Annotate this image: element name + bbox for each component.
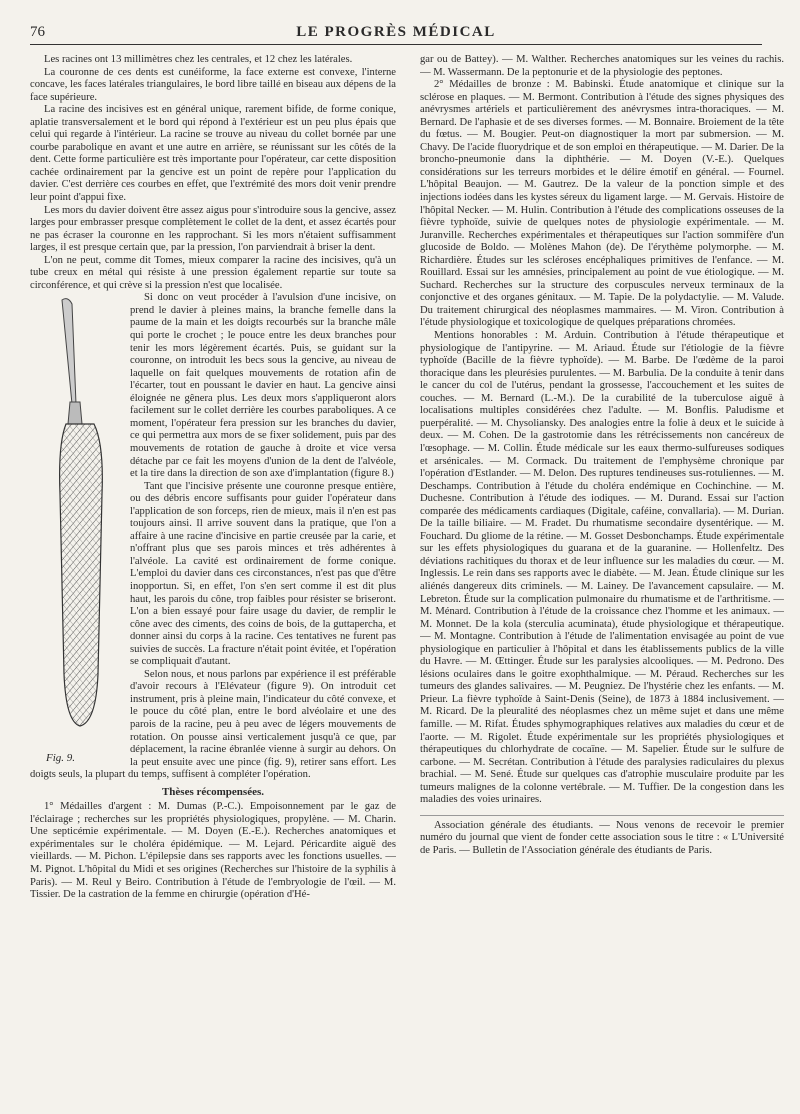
paragraph: Si donc on veut procéder à l'avulsion d'une incisive, on prend le davier à pleines mains, la branche femelle dans la paume de la main et les doigts recourbés sur la branche mâle qui porte le crochet ; le pouce entre les deux branches pour tenir les mors légèrement écartés. Puis, se guidant sur la couronne, on introduit les becs sous la gencive, au niveau de laquelle on fait quelques mouvements de rotation afin de l'écarter, tout en poussant le davier en haut. La gencive ainsi éloignée ne gênera plus. Les deux mors s'appliqueront alors facilement sur le collet derrière les courbes paraboliques. A ce moment, l'opérateur fera pression sur les branches du davier, ce qui permettra aux mors de se fixer solidement, puis par des mouvements de rotation de gauche à droite et vice versa détache par ce fait les moyens d'union de la dent de l'alvéole, et la tire dans la direction de son axe d'implantation (figure 8.) — [130, 292, 396, 480]
figure-block — [30, 292, 396, 781]
elevator-instrument-illustration — [50, 294, 112, 734]
paragraph: 2° Médailles de bronze : M. Babinski. Étude anatomique et clinique sur la sclérose en plaques. — M. Bermont. Contribution à l'étude des signes physiques des anévrysmes artériels et particulièrement des anévrysmes intra-thoraciques. — M. Bernard. De l'aphasie et de ses diverses formes. — M. Bonnaire. Broiement de la tête du fœtus. — M. Bougier. Peut-on diagnostiquer la mort par submersion. — M. Chavy. De l'acide fluorydrique et de son emploi en thérapeutique. — M. Darier. De la broncho-pneumonie dans la diphthérie. — M. Doyen (V.-E.). Quelques considérations sur les terreurs morbides et le délire émotif en général. — Fournel. L'hôpital Beaujon. — M. Gautrez. De la valeur de la ponction simple et des injections iodées dans les kystes séreux du ligament large. — M. Gervais. Histoire de l'hôpital Necker. — M. Hulin. Contribution à l'étude des complications osseuses de la fièvre typhoïde, suivie de quelques notes de physiologie expérimentale. — M. Juranville. Recherches expérimentales et thérapeutiques sur l'action sommifère d'un glucoside de Boldo. — Molènes Mahon (de). De l'érythème polymorphe. — M. Richardière. Études sur les scléroses encéphaliques primitives de l'enfance. — M. Rouillard. Essai sur les amnésies, principalement au point de vue étiologique. — M. Suchard. Recherches sur la structure des corpuscules nerveux terminaux de la conjonctive et des organes génitaux. — M. Tapie. De la polydactylie. — M. Valude. Du traitement chirurgical des néoplasmes mammaires. — M. Viron. Contribution à l'étude physiologique et toxicologique de quelques préparations chromées. — [420, 79, 784, 329]
page-number: 76 — [30, 24, 45, 40]
paragraph: Selon nous, et nous parlons par expérience il est préférable d'avoir recours à l'Elévateur (figure 9). On introduit cet instrument, pris à pleine main, l'indicateur du côté convexe, et le pouce du côté plan, entre le bord alvéolaire et une des parois de la racine, peu à peu avec de légers mouvements de rotation. On pousse ainsi verticalement jusqu'à ce que, par déplacement, la racine ébranlée vienne à surgir au dehors. On la peut ensuite avec une pince (fig. 9), retirer sans effort. Les doigts seuls, la plupart du temps, suffisent à compléter l'opération. — [30, 668, 396, 781]
section-heading: Thèses récompensées. — [161, 785, 265, 798]
paragraph: Tant que l'incisive présente une couronne presque entière, ou des débris encore suffisants pour guider l'opérateur dans l'application de son forceps, rien de mieux, mais il n'en est pas toujours ainsi. Il arrive souvent dans la pratique, que l'on a affaire à une racine d'incisive en partie creusée par la carie, et n'offrant plus que ses parois minces et très adhérentes à l'alvéole. La cavité est ordinairement de forme conique. L'emploi du davier dans ces circonstances, n'est pas que d'être inopportun. Si, en effet, l'on s'en sert comme il est dit plus haut, les parois du cône, trop faibles pour résister se briseront. L'on a bien essayé pour faire usage du davier, de remplir le cône avec des ciments, des coins de bois, de la guttapercha, et donner ainsi du corps à la racine. Ces tentatives ne furent pas suivies de succès. La fracture n'était point évitée, et l'opération se compliquait d'autant. — [130, 480, 396, 668]
paragraph: Mentions honorables : M. Arduin. Contribution à l'étude thérapeutique et physiologique de l'antipyrine. — M. Ariaud. Étude sur l'étiologie de la fièvre typhoïde (Bacille de la fièvre typhoïde). — M. Barbe. De l'œdème de la paroi thoracique dans les pleurésies purulentes. — M. Barbulia. De la conduite à tenir dans le cancer du col de l'utérus, pendant la grossesse, l'accouchement et les suites de couches. — M. Bernard (L.-M.). De la curabilité de la tuberculose aiguë à localisations multiples considérées chez l'adulte. — M. Bonflis. Paludisme et puerpéralité. — M. Chysoliansky. Des analogies entre la folie à deux et le suicide à deux. — M. Cohen. De la gastrotomie dans les rétrécissements non cancéreux de l'œsophage. — M. Collin. Étude médicale sur les eaux thermo-sulfureuses sodiques et arsénicales. — M. Cormack. Du traitement de l'emphysème chronique par l'opération d'Estlander. — M. Delon. Des ruptures tendineuses sus-rotuliennes. — M. Deschamps. Contribution à l'étude du choléra endémique en Cochinchine. — M. Duchesne. Contribution à l'étude des iodiques. — M. Durand. Essai sur l'action comparée des médicaments cardiaques (Digitale, caféine, convallaria). — M. Durian. De la taille biliaire. — M. Fradet. Du rhumatisme secondaire dysentérique. — M. Fouchard. Du gliome de la rétine. — M. Gosset Desbonchamps. Étude expérimentale sur les effets physiologiques du guarana et de la guaranine. — Hollenfeltz. Des déviations rachitiques du thorax et de leur influence sur les maladies du cœur. — M. Inglessis. Le rein dans ses rapports avec le diabète. — M. Jean. Étude clinique sur les aliénés dangereux dits criminels. — M. Lainey. De l'avancement capsulaire. — M. Lebreton. Étude sur la complication pulmonaire du rhumatisme et de l'arthritisme. — M. Ménard. Contribution à l'étude de la croissance chez l'homme et les animaux. — M. Monnet. De la kola (sterculia acuminata), étude physiologique et thérapeutique. — M. Montagne. Contribution à l'étude de l'alimentation envisagée au point de vue physiologique en particulier à l'hôpital et dans les établissements publics de la ville du Havre. — M. Œttinger. Étude sur les paralysies alcooliques. — M. Pedrono. Des lésions oculaires dans le goitre exophthalmique. — M. Péraud. Recherches sur les tumeurs des glandes salivaires. — M. Peugniez. De l'hystérie chez les enfants. — M. Prieur. La fièvre typhoïde à Saint-Denis (Seine), de 1873 à 1884 inclusivement. — M. Ricard. De la pleuralité des néoplasmes chez un même sujet et dans une même famille. — M. Rifat. Études sphymographiques relatives aux maladies du cœur et de l'aorte. — M. Rigolet. Étude expérimentale sur les propriétés physiologiques et thérapeutiques du chlorhydrate de cocaïne. — M. Sapelier. Étude sur le sulfure de carbone. — M. Secrétan. Contribution à l'étude des paralysies radiculaires du plexus brachial. — M. Sené. Étude sur quelques cas d'atrophie musculaire produite par les tumeurs malignes de la colonne vertébrale. — M. Tuffier. De la congestion dans les maladies des voies urinaires. — [420, 330, 784, 806]
paragraph: Les racines ont 13 millimètres chez les centrales, et 12 chez les latérales. — [44, 54, 353, 65]
left-column — [30, 54, 396, 1094]
paragraph: La racine des incisives est en général unique, rarement bifide, de forme conique, aplatie transversalement et le bord qui répond à l'extérieur est un peu plus épais que celui qui regarde à l'intérieur. La racine se trouve au niveau du collet bornée par une courbe parabolique en avant et une autre en arrière, se réunissant sur les côtés de la dent. Cette forme particulière est très importante pour l'opérateur, car cette disposition cachée ordinairement par la gencive est un point de repère pour l'application du davier. C'est derrière ces courbes en effet, que l'extrémité des mors doit venir prendre leur point d'appui fixe. — [30, 104, 396, 204]
page-header — [30, 22, 762, 45]
journal-title: LE PROGRÈS MÉDICAL — [296, 24, 496, 40]
paragraph: gar ou de Battey). — M. Walther. Recherches anatomiques sur les veines du rachis. — M. Wassermann. De la peptonurie et de la physiologie des peptones. — [420, 54, 784, 78]
figure-caption: Fig. 9. — [46, 751, 76, 764]
right-column — [420, 54, 784, 1054]
paragraph: La couronne de ces dents est cunéiforme, la face externe est convexe, l'interne concave, les faces latérales triangulaires, le bord libre taillé en biseau aux dépens de la face supérieure. — [30, 66, 396, 103]
elevator-figure — [30, 294, 122, 764]
paragraph: 1° Médailles d'argent : M. Dumas (P.-C.). Empoisonnement par le gaz de l'éclairage ; recherches sur les propriétés physiologiques, propylène. — M. Charin. Une septicémie expérimentale. — M. Doyen (E.-E.). Recherches anatomiques et expérimentales sur le choléra épidémique. — M. Lejard. Péricardite aiguë des vieillards. — M. Pichon. L'épilepsie dans ses rapports avec les fonctions usuelles. — M. Pignot. L'hôpital du Midi et ses origines (Recherches sur l'histoire de la syphilis à Paris). — M. Reul y Beiro. Contribution à l'étude de l'embryologie de l'œil. — M. Tissier. De la castration de la femme en chirurgie (opération d'Hé- — [30, 801, 396, 901]
paragraph: Les mors du davier doivent être assez aigus pour s'introduire sous la gencive, assez larges pour embrasser presque complètement le collet de la dent, et assez écartés pour ne pas écraser la couronne en les rapprochant. Si les mors n'étaient suffisamment larges, il est presque certain que, par la pression, l'on parviendrait à briser la dent. — [30, 204, 396, 254]
association-notice: Association générale des étudiants. — Nous venons de recevoir le premier numéro du journal que vient de fonder cette association sous le titre : « L'Université de Paris. — Bulletin de l'Association générale des étudiants de Paris. — [420, 815, 784, 858]
paragraph: L'on ne peut, comme dit Tomes, mieux comparer la racine des incisives, qu'à un tube creux en métal qui résiste à une pression également repartie sur toute sa circonférence, et qui crève si la pression n'est que localisée. — [30, 254, 396, 291]
